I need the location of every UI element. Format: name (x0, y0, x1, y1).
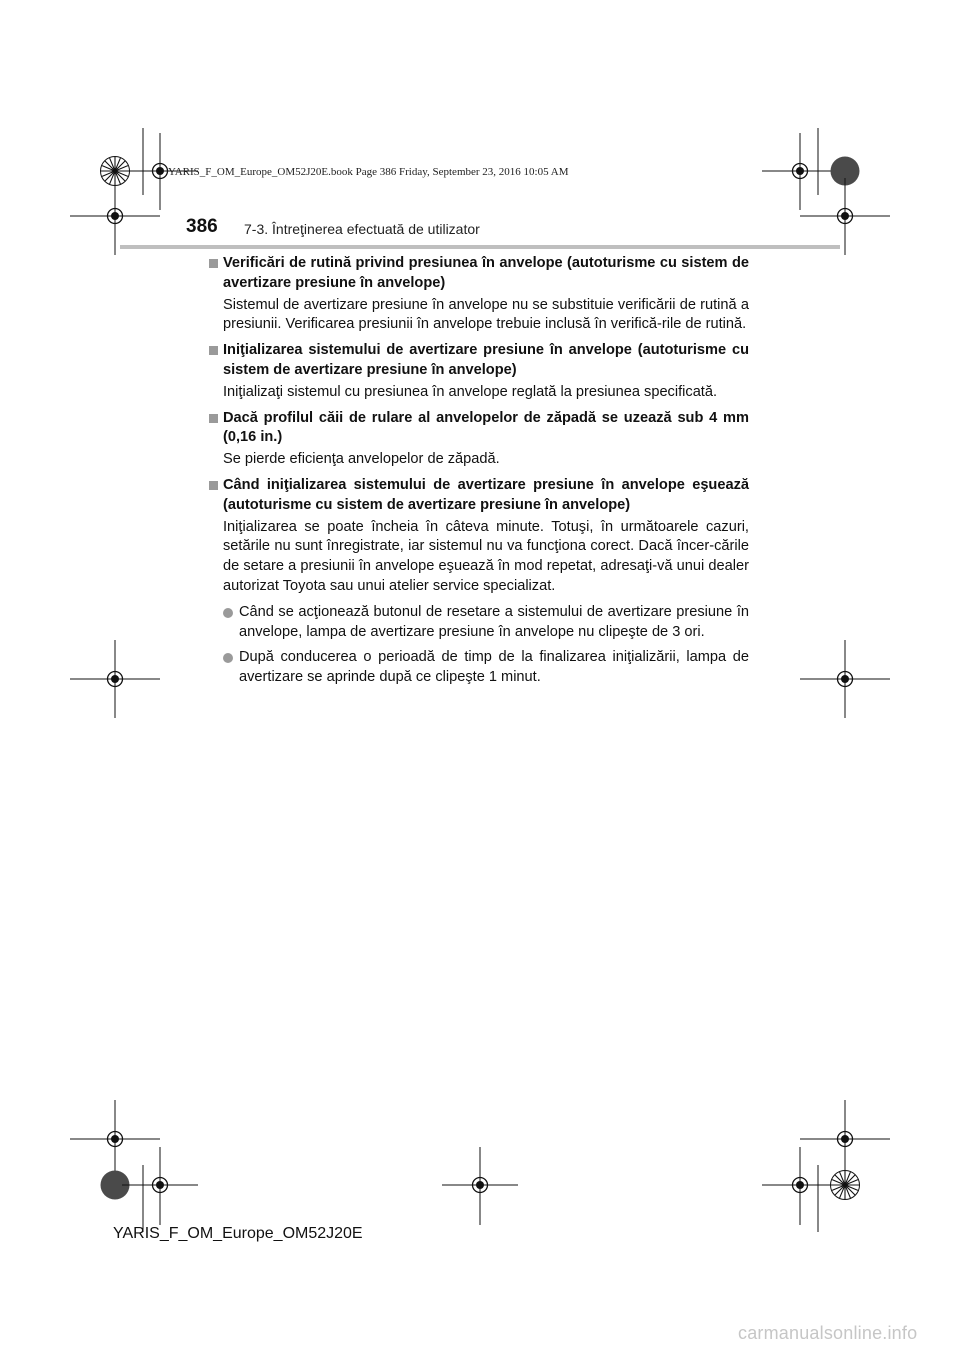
section-heading-text: Dacă profilul căii de rulare al anvelopelor de zăpadă se uzează sub 4 mm (0,16 in.) (223, 409, 749, 446)
sunburst-mark (831, 1171, 860, 1200)
list-item (209, 603, 749, 643)
section-paragraph: Se pierde eficienţa anvelopelor de zăpadă. (223, 451, 500, 468)
chapter-title: 7-3. Întreţinerea efectuată de utilizator (244, 221, 480, 237)
list-item-text: Când se acţionează butonul de resetare a sistemului de avertizare presiune în anvelope, lampa de avertizare presiune în anvelope nu clipeşte de 3 ori. (239, 603, 749, 640)
section-heading-text: Iniţializarea sistemului de avertizare presiune în anvelope (autoturisme cu sistem de avertizare presiune în anvelope) (223, 342, 749, 378)
header-divider (120, 245, 840, 249)
section-initialization-fails (209, 476, 749, 688)
watermark: carmanualsonline.info (738, 1323, 918, 1343)
square-bullet-icon (209, 346, 218, 355)
round-bullet-icon (223, 653, 233, 663)
section-paragraph: Iniţializaţi sistemul cu presiunea în anvelope reglată la presiunea specificată. (223, 383, 718, 400)
section-routine-checks (209, 254, 749, 335)
footer-document-code: YARIS_F_OM_Europe_OM52J20E (113, 1225, 363, 1242)
section-snow-tires (209, 409, 749, 470)
list-item (209, 648, 749, 688)
section-heading-text: Când iniţializarea sistemului de avertizare presiune în anvelope eşuează (autoturisme cu sistem de avertizare presiune în anvelope) (223, 476, 749, 513)
square-bullet-icon (209, 259, 218, 268)
square-bullet-icon (209, 481, 218, 490)
section-paragraph: Iniţializarea se poate încheia în câteva minute. Totuşi, în următoarele cazuri, setările nu sunt înregistrate, iar sistemul nu va funcţiona corect. Dacă încer-cările de setare a presiunii în anvelope eşuează în mod repetat, adresaţi-vă unui dealer autorizat Toyota sau unui atelier service specializat. (223, 518, 749, 594)
section-heading (209, 409, 749, 449)
round-bullet-icon (223, 608, 233, 618)
section-heading (209, 476, 749, 516)
section-paragraph: Sistemul de avertizare presiune în anvelope nu se substituie verificării de rutină a presiunii. Verificarea presiunii în anvelope trebuie inclusă în verifică-rile de rutină. (223, 296, 749, 333)
section-heading-text: Verificări de rutină privind presiunea în anvelope (autoturisme cu sistem de avertizare presiune în anvelope) (223, 255, 749, 291)
section-heading (209, 254, 749, 294)
print-header: YARIS_F_OM_Europe_OM52J20E.book Page 386 Friday, September 23, 2016 10:05 AM (168, 166, 569, 178)
list-item-text: După conducerea o perioadă de timp de la finalizarea iniţializării, lampa de avertizare se aprinde după ce clipeşte 1 minut. (239, 649, 749, 686)
square-bullet-icon (209, 414, 218, 423)
section-heading (209, 341, 749, 381)
page-content (209, 254, 749, 694)
section-initialization (209, 341, 749, 402)
page-number: 386 (186, 216, 218, 237)
